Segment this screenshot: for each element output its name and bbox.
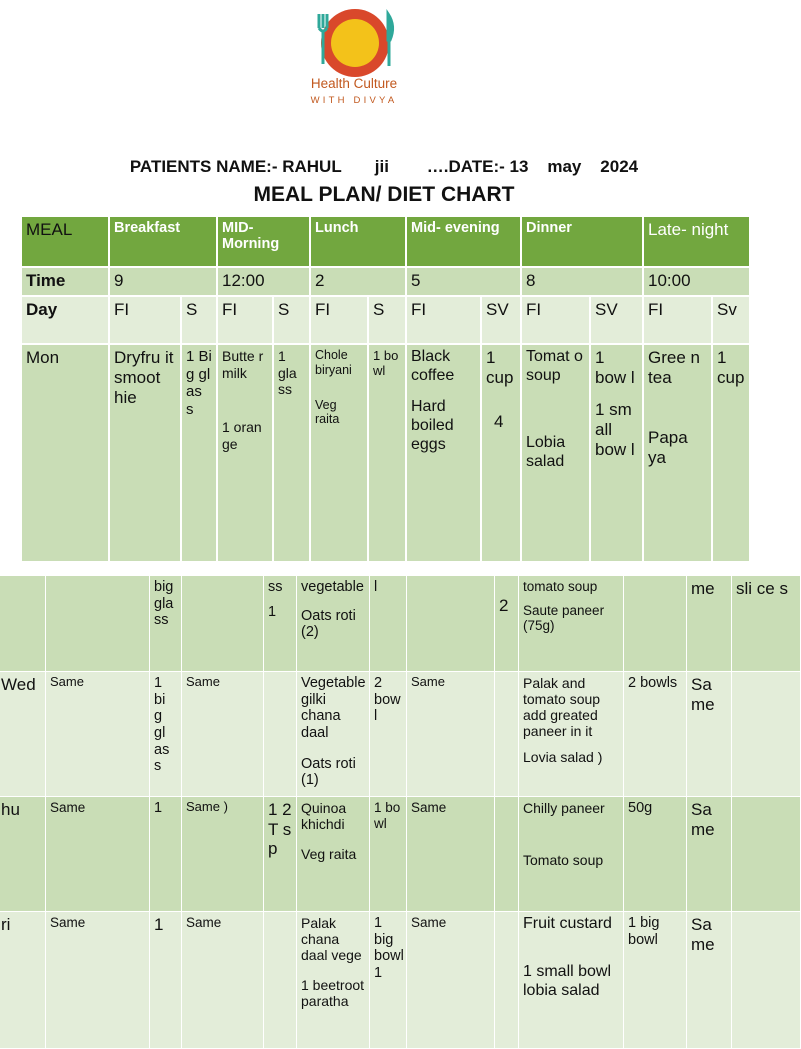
mon-row: [21, 344, 750, 562]
mon-late-qty: 1 cup: [712, 344, 750, 562]
mon-lunch-2: Veg raita: [315, 397, 340, 427]
fri-breakfast: Same: [46, 912, 150, 1049]
tue-extra: sli ce s: [732, 576, 801, 672]
fi-header: FI: [521, 296, 590, 344]
plate-cutlery-icon: [304, 6, 404, 84]
brand-name: Health Culture: [310, 76, 398, 91]
fri-dinner-qty: 1 big bowl: [624, 912, 687, 1049]
wed-mid-evening: Same: [407, 672, 495, 797]
fi-header: FI: [406, 296, 481, 344]
sv-header: Sv: [712, 296, 750, 344]
date-month: may: [547, 157, 582, 176]
col-meal: MEAL: [21, 216, 109, 267]
thu-dinner-qty: 50g: [624, 797, 687, 912]
wed-row: [0, 672, 801, 797]
fri-row: [0, 912, 801, 1049]
wed-lunch-qty: 2 bow l: [370, 672, 407, 797]
tue-lunch-1: vegetable: [301, 579, 364, 595]
mon-lunch-qty: 1 bo wl: [368, 344, 406, 562]
thu-lunch-2: Veg raita: [301, 846, 357, 863]
thu-lunch-1: Quinoa khichdi: [301, 800, 347, 833]
col-dinner: Dinner: [521, 216, 643, 267]
day-label: Day: [21, 296, 109, 344]
tue-dinner-1: tomato soup: [523, 579, 598, 594]
meal-plan-table-top: [20, 215, 751, 563]
patient-line: [0, 157, 768, 177]
tue-lunch-2: Oats roti (2): [301, 607, 356, 641]
time-mid-morning: 12:00: [217, 267, 310, 296]
day-mon: Mon: [21, 344, 109, 562]
wed-dinner-2: Lovia salad ): [523, 749, 603, 766]
thu-dinner-2: Tomato soup: [523, 852, 604, 869]
tue-late: me: [687, 576, 732, 672]
time-mid-evening: 5: [406, 267, 521, 296]
mon-breakfast-qty: 1 Bi g gl as s: [181, 344, 217, 562]
mon-mid-evening-1: Black coffee: [411, 348, 455, 384]
patient-suffix: jii: [374, 157, 389, 176]
time-dinner: 8: [521, 267, 643, 296]
thu-breakfast-qty: 1: [150, 797, 182, 912]
wed-breakfast-qty: 1 bi g gl as s: [150, 672, 182, 797]
time-late-night: 10:00: [643, 267, 750, 296]
mon-late-2: Papa ya: [648, 428, 688, 468]
col-mid-morning: MID- Morning: [217, 216, 310, 267]
fri-breakfast-qty: 1: [150, 912, 182, 1049]
s-header: S: [181, 296, 217, 344]
fri-lunch-2: 1 beetroot paratha: [301, 977, 365, 1010]
mon-mid-morning-qty: 1 gla ss: [273, 344, 310, 562]
wed-dinner-qty: 2 bowls: [624, 672, 687, 797]
wed-breakfast: Same: [46, 672, 150, 797]
thu-mid-morning: Same ): [182, 797, 264, 912]
fi-header: FI: [109, 296, 181, 344]
day-wed: Wed: [0, 672, 46, 797]
wed-lunch-1: Vegetable gilki chana daal: [301, 675, 366, 742]
fi-header: FI: [310, 296, 368, 344]
s-header: S: [273, 296, 310, 344]
time-row: [21, 267, 750, 296]
fri-mid-morning: Same: [182, 912, 264, 1049]
mon-breakfast: Dryfru it smoot hie: [109, 344, 181, 562]
thu-breakfast: Same: [46, 797, 150, 912]
page-title: MEAL PLAN/ DIET CHART: [253, 183, 515, 206]
s-header: S: [368, 296, 406, 344]
mon-mid-evening-qty-2: 4: [494, 412, 504, 432]
patient-name: PATIENTS NAME:- RAHUL: [129, 157, 342, 176]
thu-late: Sa me: [687, 797, 732, 912]
date-label: ….DATE:- 13: [426, 157, 529, 176]
fri-dinner-2: 1 small bowl lobia salad: [523, 963, 612, 999]
mon-dinner-qty-2: 1 sm all bow l: [595, 400, 635, 460]
wed-mid-morning: Same: [182, 672, 264, 797]
mon-dinner-2: Lobia salad: [526, 433, 566, 470]
col-lunch: Lunch: [310, 216, 406, 267]
tue-me-qty: 2: [495, 576, 519, 672]
tue-mm-qty-2: 1: [268, 603, 277, 620]
sv-header: SV: [590, 296, 643, 344]
thu-dinner-1: Chilly paneer: [523, 800, 605, 816]
thu-mid-evening: Same: [407, 797, 495, 912]
time-lunch: 2: [310, 267, 406, 296]
col-breakfast: Breakfast: [109, 216, 217, 267]
day-fri: ri: [0, 912, 46, 1049]
wed-dinner-1: Palak and tomato soup add greated paneer in it: [523, 675, 601, 740]
wed-late: Sa me: [687, 672, 732, 797]
fri-late: Sa me: [687, 912, 732, 1049]
mon-mid-morning-2: 1 oran ge: [222, 419, 262, 452]
meal-plan-table-bottom: [0, 575, 801, 1049]
col-late-night: Late- night: [643, 216, 750, 267]
time-breakfast: 9: [109, 267, 217, 296]
day-row: [21, 296, 750, 344]
time-label: Time: [21, 267, 109, 296]
day-thu: hu: [0, 797, 46, 912]
date-year: 2024: [600, 157, 639, 176]
fri-lunch-qty: 1 big bowl 1: [370, 912, 407, 1049]
thu-row: [0, 797, 801, 912]
thu-lunch-qty: 1 bo wl: [370, 797, 407, 912]
sv-header: SV: [481, 296, 521, 344]
mon-lunch-1: Chole biryani: [315, 348, 352, 377]
mon-dinner-1: Tomat o soup: [526, 348, 583, 384]
mon-late-1: Gree n tea: [648, 348, 700, 388]
fri-lunch-1: Palak chana daal vege: [301, 915, 362, 964]
mon-mid-morning-1: Butte r milk: [222, 348, 264, 381]
wed-lunch-2: Oats roti (1): [301, 755, 356, 789]
fi-header: FI: [217, 296, 273, 344]
brand-tagline: WITH DIVYA: [310, 95, 398, 106]
tue-row: [0, 576, 801, 672]
mon-mid-evening-2: Hard boiled eggs: [411, 397, 454, 453]
mon-mid-evening-qty-1: 1 cup: [486, 348, 514, 388]
fri-mid-evening: Same: [407, 912, 495, 1049]
fi-header: FI: [643, 296, 712, 344]
tue-mm-qty-1: ss: [268, 579, 283, 595]
header-row: [21, 216, 750, 267]
fri-dinner-1: Fruit custard: [523, 915, 612, 932]
col-mid-evening: Mid- evening: [406, 216, 521, 267]
tue-lunch-qty: l: [370, 576, 407, 672]
mon-dinner-qty-1: 1 bow l: [595, 348, 635, 388]
tue-dinner-2: Saute paneer (75g): [523, 602, 605, 634]
tue-breakfast-qty: big gla ss: [150, 576, 182, 672]
thu-mm-qty: 1 2 T s p: [264, 797, 297, 912]
